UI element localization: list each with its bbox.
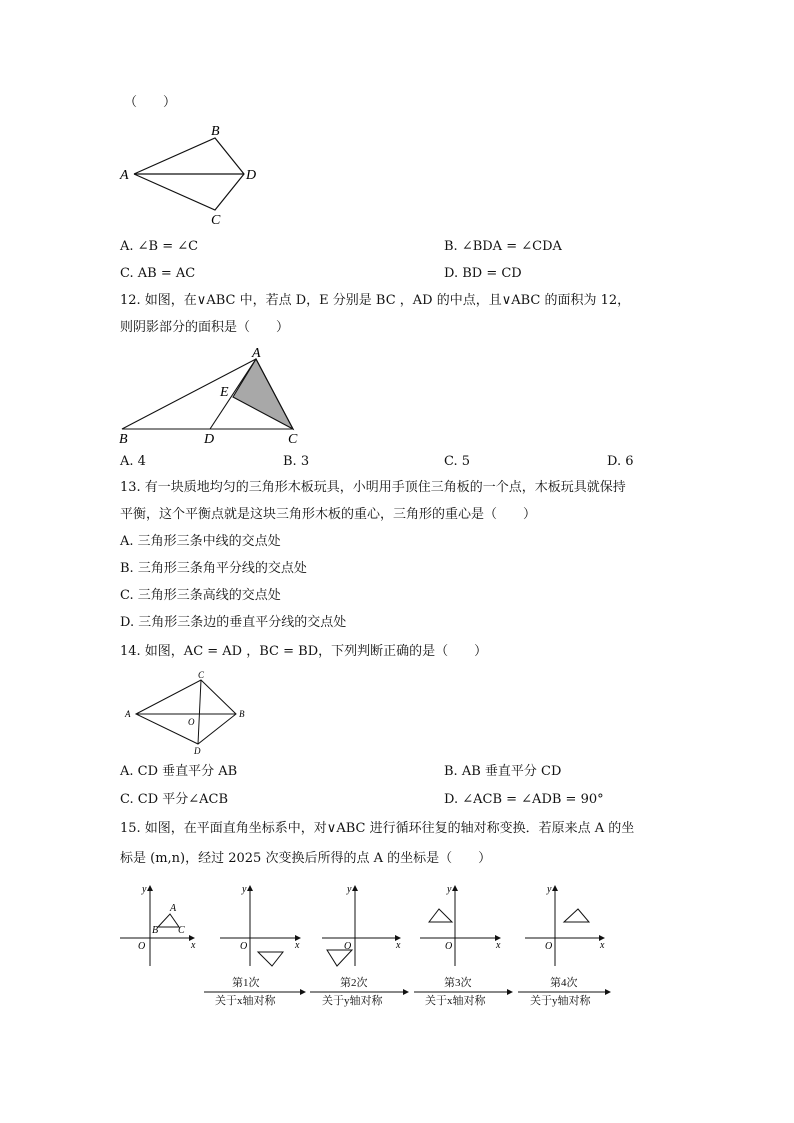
q15-panel-step3 xyxy=(420,884,501,966)
q11-label-a: A xyxy=(120,168,129,183)
q15-y-label-1: y xyxy=(242,884,247,895)
q12-label-b: B xyxy=(119,432,128,447)
q12-triangle-figure xyxy=(112,342,312,447)
q11-option-a[interactable]: A. ∠B = ∠C xyxy=(120,239,199,254)
q15-y-label-4: y xyxy=(547,884,552,895)
q13-stem-line2: 平衡，这个平衡点就是这块三角形木板的重心，三角形的重心是（ ） xyxy=(120,507,537,522)
q15-origin-label-2: O xyxy=(344,941,352,952)
q15-tri-label-b: B xyxy=(152,925,159,936)
q15-step4-rule: 关于y轴对称 xyxy=(530,995,591,1007)
q12-label-d: D xyxy=(204,432,215,447)
q14-option-a[interactable]: A. CD 垂直平分 AB xyxy=(120,764,238,779)
q11-label-c: C xyxy=(211,213,221,228)
q15-panel-original xyxy=(120,884,196,966)
q12-label-e: E xyxy=(220,385,229,400)
q15-x-label-1: x xyxy=(295,940,300,951)
q15-origin-label-4: O xyxy=(545,941,553,952)
q15-stem-line2: 标是 (m,n)，经过 2025 次变换后所得的点 A 的坐标是（ ） xyxy=(120,851,492,866)
q12-label-a: A xyxy=(252,346,261,361)
q15-step1-rule: 关于x轴对称 xyxy=(215,995,276,1007)
q15-y-label-0: y xyxy=(142,884,147,895)
q14-label-d: D xyxy=(194,746,201,756)
q15-step2-label: 第2次 xyxy=(340,977,368,989)
q14-label-b: B xyxy=(239,709,245,719)
q12-option-d[interactable]: D. 6 xyxy=(607,454,634,469)
q15-stem-line1: 15. 如图，在平面直角坐标系中，对∨ABC 进行循环往复的轴对称变换．若原来点 A 的坐 xyxy=(120,821,635,836)
q12-option-b[interactable]: B. 3 xyxy=(283,454,310,469)
q14-quadrilateral-figure xyxy=(118,668,258,756)
q14-label-o: O xyxy=(188,717,195,727)
q15-x-label-4: x xyxy=(600,940,605,951)
q15-step3-rule: 关于x轴对称 xyxy=(425,995,486,1007)
q11-label-d: D xyxy=(246,168,257,183)
q11-option-b[interactable]: B. ∠BDA = ∠CDA xyxy=(444,239,562,254)
q15-x-label-0: x xyxy=(191,940,196,951)
q15-step4-label: 第4次 xyxy=(550,977,578,989)
q14-label-a: A xyxy=(125,709,131,719)
q13-stem-line1: 13. 有一块质地均匀的三角形木板玩具，小明用手顶住三角板的一个点，木板玩具就保持 xyxy=(120,480,626,495)
q12-label-c: C xyxy=(288,432,298,447)
q15-step3-label: 第3次 xyxy=(444,977,472,989)
q15-tri-label-c: C xyxy=(178,925,185,936)
q13-option-a[interactable]: A. 三角形三条中线的交点处 xyxy=(120,534,281,549)
q12-shaded-region xyxy=(233,359,293,429)
q14-stem: 14. 如图，AC = AD ，BC = BD，下列判断正确的是（ ） xyxy=(120,644,488,659)
q15-panel-step4 xyxy=(525,884,605,966)
q15-transform-sequence-figure xyxy=(112,878,612,1010)
q15-tri-label-a: A xyxy=(170,903,177,914)
q11-label-b: B xyxy=(211,124,220,139)
q12-option-a[interactable]: A. 4 xyxy=(120,454,146,469)
q14-option-d[interactable]: D. ∠ACB = ∠ADB = 90° xyxy=(444,792,604,807)
q13-option-b[interactable]: B. 三角形三条角平分线的交点处 xyxy=(120,561,307,576)
q15-x-label-3: x xyxy=(496,940,501,951)
q15-origin-label-3: O xyxy=(445,941,453,952)
q15-step2-rule: 关于y轴对称 xyxy=(322,995,383,1007)
q15-step1-label: 第1次 xyxy=(232,977,260,989)
q12-stem-line1: 12. 如图，在∨ABC 中，若点 D，E 分别是 BC ，AD 的中点，且∨ABC 的面积为 12， xyxy=(120,293,631,308)
q11-kite-figure xyxy=(112,120,272,230)
q15-origin-label-0: O xyxy=(138,941,146,952)
q15-origin-label-1: O xyxy=(240,941,248,952)
q15-panel-step2 xyxy=(322,884,401,966)
q15-y-label-2: y xyxy=(347,884,352,895)
q12-option-c[interactable]: C. 5 xyxy=(444,454,471,469)
q14-label-c: C xyxy=(198,670,205,680)
q14-option-b[interactable]: B. AB 垂直平分 CD xyxy=(444,764,562,779)
q12-stem-line2: 则阴影部分的面积是（ ） xyxy=(120,320,290,335)
q11-option-d[interactable]: D. BD = CD xyxy=(444,266,522,281)
q11-answer-bracket: （ ） xyxy=(124,95,177,110)
q11-option-c[interactable]: C. AB = AC xyxy=(120,266,196,281)
q13-option-c[interactable]: C. 三角形三条高线的交点处 xyxy=(120,588,281,603)
q13-option-d[interactable]: D. 三角形三条边的垂直平分线的交点处 xyxy=(120,615,347,630)
q15-panel-step1 xyxy=(220,884,300,966)
q15-x-label-2: x xyxy=(396,940,401,951)
q14-option-c[interactable]: C. CD 平分∠ACB xyxy=(120,792,229,807)
q15-y-label-3: y xyxy=(447,884,452,895)
